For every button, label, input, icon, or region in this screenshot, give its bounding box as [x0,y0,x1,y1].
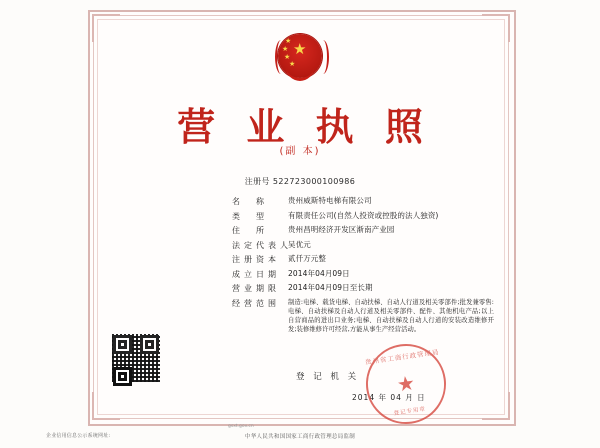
star-small-icon: ★ [289,60,296,68]
seal-star-icon: ★ [395,370,417,397]
seal-bottom-text: 登记专用章 [393,406,427,417]
registration-number-line [0,176,600,187]
field-row-business-term [232,283,494,294]
field-value: 贵州昌明经济开发区渐南产业园 [288,225,395,234]
star-small-icon: ★ [284,53,291,61]
footer-left-text: 企业信用信息公示系统网址: [46,433,111,439]
field-value: 贵州威斯特电梯有限公司 [288,196,372,205]
field-label: 住 所 [232,226,268,235]
field-row-legal-representative [232,240,494,251]
registration-number-value: 522723000100986 [272,177,356,186]
field-row-established-date [232,269,494,280]
field-label: 营业期限 [232,284,280,293]
field-value: 2014年04月09日至长期 [288,283,373,292]
corner-ornament-top-right [482,14,510,42]
field-value: 有限责任公司(自然人投资或控股的法人独资) [288,210,439,220]
field-label: 注册资本 [232,255,280,264]
field-value: 2014年04月09日 [288,268,350,278]
field-value: 贰仟万元整 [288,254,326,263]
field-row-business-scope [232,298,494,335]
gear-icon [286,64,314,81]
qr-code-finder-bottom-left [113,367,132,386]
field-table [232,196,494,338]
star-large-icon: ★ [293,40,307,58]
registration-number-label: 注册号 [244,177,270,186]
footer-center-text: 中华人民共和国国家工商行政管理总局监制 [244,434,356,440]
corner-ornament-top-left [92,14,120,42]
issue-date-line: 2014 年 04 月 日 [352,393,426,402]
national-emblem-icon [272,30,328,88]
footer-url: gsxt.gov.cn [228,424,254,429]
corner-ornament-bottom-left [92,392,120,420]
field-label: 经营范围 [232,298,280,308]
field-value: 吴优元 [288,239,311,249]
field-label: 类 型 [232,211,268,221]
corner-ornament-bottom-right [482,392,510,420]
field-label: 成立日期 [232,269,280,279]
document-subtitle: (副 本) [279,146,321,157]
field-row-name [232,196,494,207]
field-value: 制造:电梯、载货电梯、自动扶梯、自动人行道及相关零部件;批发兼零售:电梯、自动扶梯及自动人行道及相关零部件、配件、其他机电产品;以上自营商品的进出口业务;电梯、自动扶梯及自动人行道的安装改造维修开发;装修维修许可经营,方能从事生产经营活动。 [288,298,494,333]
field-label: 名 称 [232,197,268,206]
star-small-icon: ★ [282,45,289,53]
registrar-label: 登 记 机 关 [296,372,360,382]
seal-top-text: 贵州省工商行政管理局 [364,348,440,367]
field-row-registered-capital [232,254,494,265]
field-row-address [232,225,494,236]
document-title: 营 业 执 照 [177,104,432,149]
star-small-icon: ★ [285,37,292,45]
field-label: 法定代表人 [232,240,292,250]
field-row-type [232,211,494,222]
